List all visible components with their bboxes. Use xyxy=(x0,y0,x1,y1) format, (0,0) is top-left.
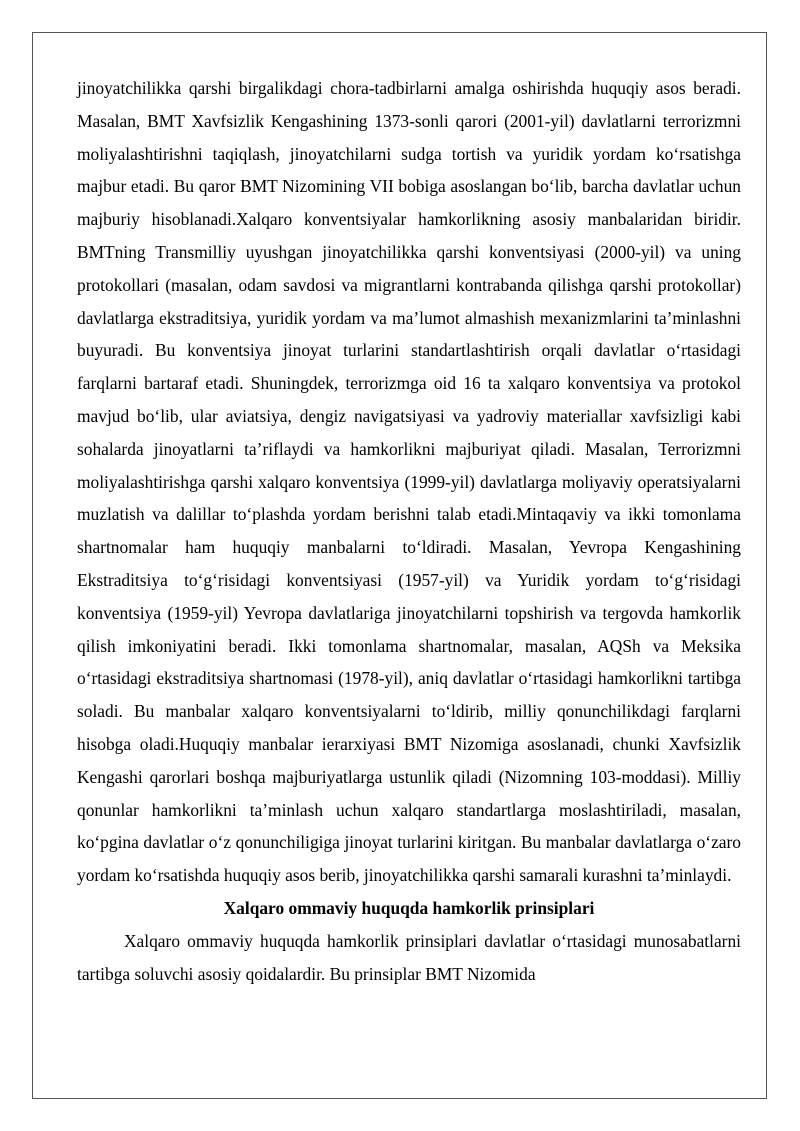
document-body xyxy=(77,72,741,990)
body-paragraph-continued: Xalqaro ommaviy huquqda hamkorlik prinsiplari davlatlar o‘rtasidagi munosabatlarni tartibga soluvchi asosiy qoidalardir. Bu prinsiplar BMT Nizomida xyxy=(77,930,741,984)
section-heading: Xalqaro ommaviy huquqda hamkorlik prinsiplari xyxy=(223,897,595,918)
body-paragraph: jinoyatchilikka qarshi birgalikdagi chora-tadbirlarni amalga oshirishda huquqiy asos beradi. Masalan, BMT Xavfsizlik Kengashining 1373-sonli qarori (2001-yil) davlatlarni terrorizmni moliyalashtirishni taqiqlash, jinoyatchilarni sudga tortish va yuridik yordam ko‘rsatishga majbur etadi. Bu qaror BMT Nizomining VII bobiga asoslangan bo‘lib, barcha davlatlar uchun majburiy hisoblanadi.Xalqaro konventsiyalar hamkorlikning asosiy manbalaridan biridir. BMTning Transmilliy uyushgan jinoyatchilikka qarshi konventsiyasi (2000-yil) va uning protokollari (masalan, odam savdosi va migrantlarni kontrabanda qilishga qarshi protokollar) davlatlarga ekstraditsiya, yuridik yordam va ma’lumot almashish mexanizmlarini ta’minlashni buyuradi. Bu konventsiya jinoyat turlarini standartlashtirish orqali davlatlar o‘rtasidagi farqlarni bartaraf etadi. Shuningdek, terrorizmga oid 16 ta xalqaro konventsiya va protokol mavjud bo‘lib, ular aviatsiya, dengiz navigatsiyasi va yadroviy materiallar xavfsizligi kabi sohalarda jinoyatlarni ta’riflaydi va hamkorlikni majburiyat qiladi. Masalan, Terrorizmni moliyalashtirishga qarshi xalqaro konventsiya (1999-yil) davlatlarga moliyaviy operatsiyalarni muzlatish va dalillar to‘plashda yordam berishni talab etadi.Mintaqaviy va ikki tomonlama shartnomalar ham huquqiy manbalarni to‘ldiradi. Masalan, Yevropa Kengashining Ekstraditsiya to‘g‘risidagi konventsiyasi (1957-yil) va Yuridik yordam to‘g‘risidagi konventsiya (1959-yil) Yevropa davlatlariga jinoyatchilarni topshirish va tergovda hamkorlik qilish imkoniyatini beradi. Ikki tomonlama shartnomalar, masalan, AQSh va Meksika o‘rtasidagi ekstraditsiya shartnomasi (1978-yil), aniq davlatlar o‘rtasidagi hamkorlikni tartibga soladi. Bu manbalar xalqaro konventsiyalarni to‘ldirib, milliy qonunchilikdagi farqlarni hisobga oladi.Huquqiy manbalar ierarxiyasi BMT Nizomiga asoslanadi, chunki Xavfsizlik Kengashi qarorlari boshqa majburiyatlarga ustunlik qiladi (Nizomning 103-moddasi). Milliy qonunlar hamkorlikni ta’minlash uchun xalqaro standartlarga moslashtiriladi, masalan, ko‘pgina davlatlar o‘z qonunchiligiga jinoyat turlarini kiritgan. Bu manbalar davlatlarga o‘zaro yordam ko‘rsatishda huquqiy asos berib, jinoyatchilikka qarshi samarali kurashni ta’minlaydi. xyxy=(77,78,741,886)
